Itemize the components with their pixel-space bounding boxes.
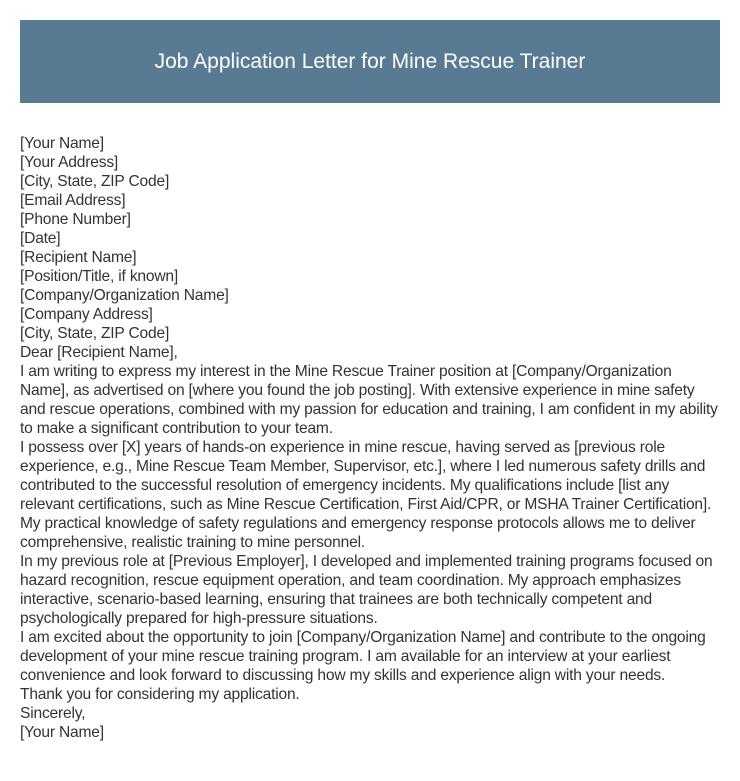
salutation: Dear [Recipient Name], bbox=[20, 344, 178, 361]
sender-address: [Your Address] bbox=[20, 154, 119, 171]
recipient-city-state-zip: [City, State, ZIP Code] bbox=[20, 325, 170, 342]
paragraph-intro: I am writing to express my interest in the Mine Rescue Trainer position at [Company/Organization Name], as advertised on [where you found the job posting]. With extensive experience in mine safety and rescue operations, combined with my passion for education and training, I am confident in my ability to make a significant contribution to your team. bbox=[20, 363, 718, 437]
sender-city-state-zip: [City, State, ZIP Code] bbox=[20, 173, 170, 190]
page-header bbox=[20, 20, 720, 103]
sender-phone: [Phone Number] bbox=[20, 211, 131, 228]
signature: [Your Name] bbox=[20, 724, 104, 741]
sender-email: [Email Address] bbox=[20, 192, 126, 209]
paragraph-previous-role: In my previous role at [Previous Employer], I developed and implemented training programs focused on hazard recognition, rescue equipment operation, and team coordination. My approach emphasizes interactive, scenario-based learning, ensuring that trainees are both technically competent and psychologically prepared for high-pressure situations. bbox=[20, 553, 713, 627]
closing: Sincerely, bbox=[20, 705, 86, 722]
paragraph-closing-interest: I am excited about the opportunity to join [Company/Organization Name] and contribute to the ongoing development of your mine rescue training program. I am available for an interview at your earliest convenience and look forward to discussing how my skills and experience align with your needs. bbox=[20, 629, 706, 684]
letter-date: [Date] bbox=[20, 230, 61, 247]
letter-body bbox=[20, 134, 722, 742]
page-title: Job Application Letter for Mine Rescue Trainer bbox=[154, 49, 586, 73]
recipient-position: [Position/Title, if known] bbox=[20, 268, 179, 285]
sender-name: [Your Name] bbox=[20, 135, 104, 152]
paragraph-experience: I possess over [X] years of hands-on experience in mine rescue, having served as [previous role experience, e.g., Mine Rescue Team Member, Supervisor, etc.], where I led numerous safety drills and contributed to the successful resolution of emergency incidents. My qualifications include [list any relevant certifications, such as Mine Rescue Certification, First Aid/CPR, or MSHA Trainer Certification]. My practical knowledge of safety regulations and emergency response protocols allows me to deliver comprehensive, realistic training to mine personnel. bbox=[20, 439, 712, 551]
recipient-name: [Recipient Name] bbox=[20, 249, 137, 266]
paragraph-thanks: Thank you for considering my application. bbox=[20, 686, 300, 703]
recipient-address: [Company Address] bbox=[20, 306, 153, 323]
recipient-company: [Company/Organization Name] bbox=[20, 287, 229, 304]
